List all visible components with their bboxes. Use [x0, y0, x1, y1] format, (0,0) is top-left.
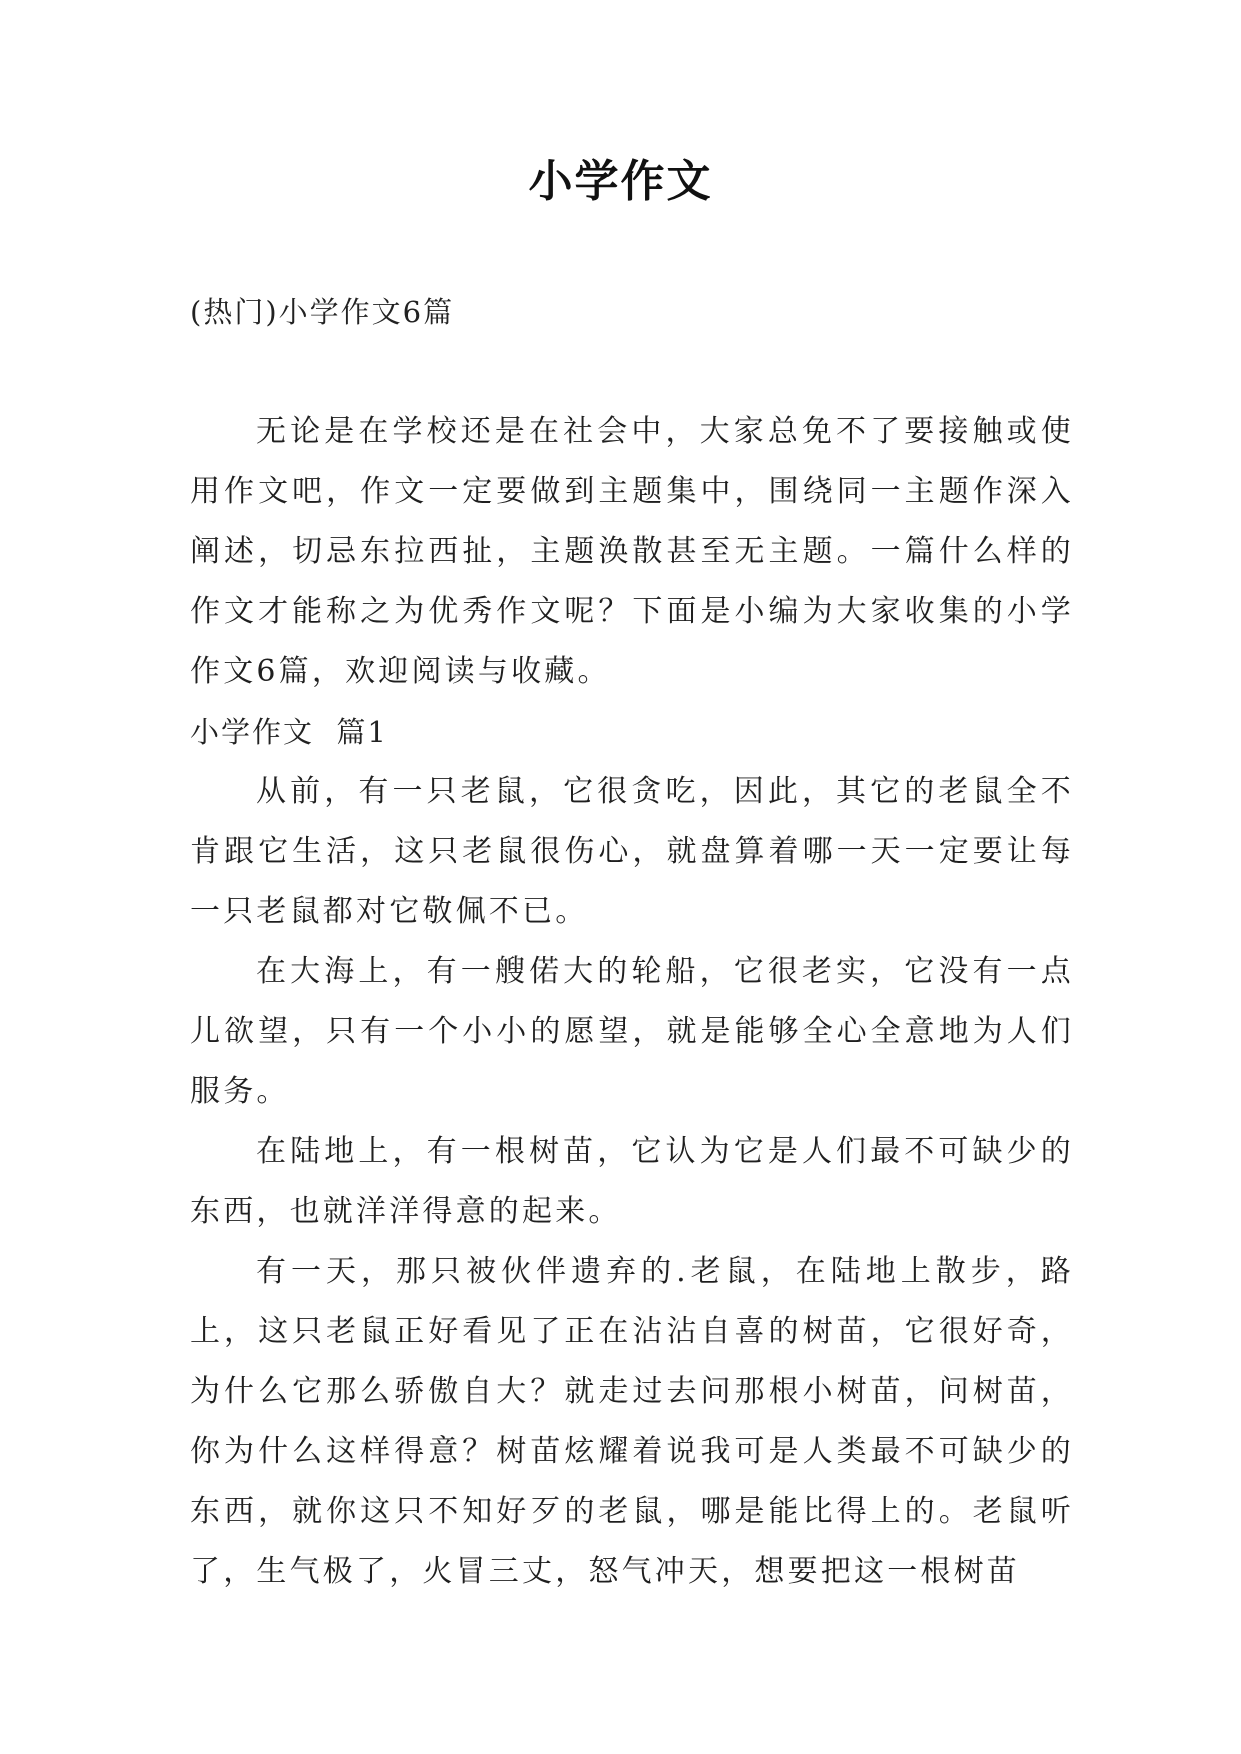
document-title: 小学作文 [528, 156, 713, 207]
body-paragraph: 从前，有一只老鼠，它很贪吃，因此，其它的老鼠全不肯跟它生活，这只老鼠很伤心，就盘算着哪一天一定要让每一只老鼠都对它敬佩不已。 [190, 774, 1074, 929]
body-paragraph: 在大海上，有一艘偌大的轮船，它很老实，它没有一点儿欲望，只有一个小小的愿望，就是能够全心全意地为人们服务。 [190, 954, 1074, 1109]
body-paragraph: 有一天，那只被伙伴遗弃的.老鼠，在陆地上散步，路上，这只老鼠正好看见了正在沾沾自喜的树苗，它很好奇，为什么它那么骄傲自大？就走过去问那根小树苗，问树苗，你为什么这样得意？树苗炫耀着说我可是人类最不可缺少的东西，就你这只不知好歹的老鼠，哪是能比得上的。老鼠听了，生气极了，火冒三丈，怒气冲天，想要把这一根树苗 [190, 1254, 1074, 1589]
section-heading: 小学作文 篇1 [190, 715, 388, 749]
document-body [190, 402, 1074, 1602]
body-paragraph: 在陆地上，有一根树苗，它认为它是人们最不可缺少的东西，也就洋洋得意的起来。 [190, 1134, 1074, 1229]
intro-paragraph: 无论是在学校还是在社会中，大家总免不了要接触或使用作文吧，作文一定要做到主题集中，围绕同一主题作深入阐述，切忌东拉西扯，主题涣散甚至无主题。一篇什么样的作文才能称之为优秀作文呢？下面是小编为大家收集的小学作文6篇，欢迎阅读与收藏。 [190, 414, 1074, 689]
document-subtitle: (热门)小学作文6篇 [190, 295, 455, 329]
